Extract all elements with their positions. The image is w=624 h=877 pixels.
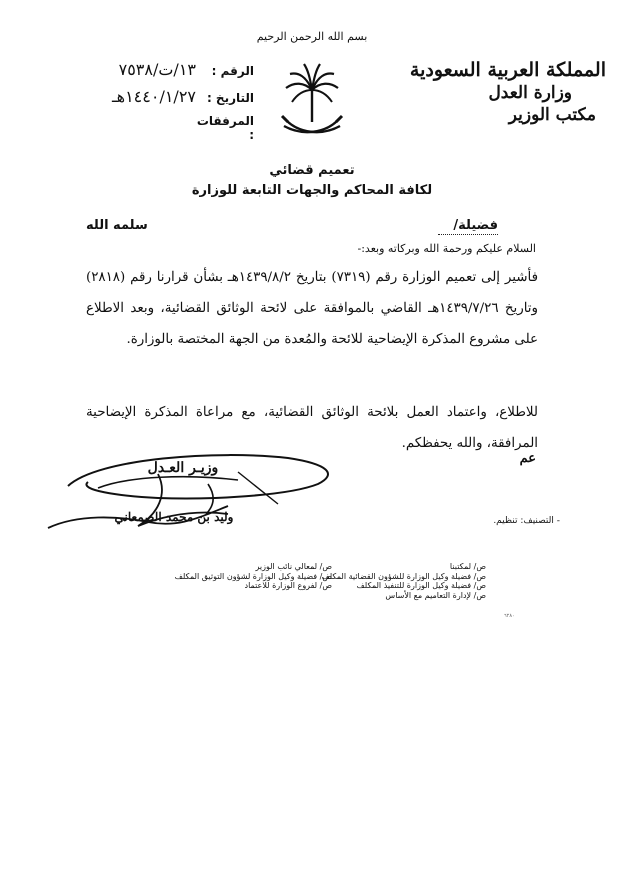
signatory-name: وليد بن محمد الصمعاني [114, 510, 234, 524]
handwritten-signature-icon [38, 444, 358, 544]
classification-note: - التصنيف: تنظيم. [493, 516, 560, 526]
page-code: ٦٢٨٠ [504, 613, 515, 619]
document-subtitle: لكافة المحاكم والجهات التابعة للوزارة [191, 183, 433, 198]
attachments-row [34, 114, 254, 141]
closing-honorific: سلمه الله [86, 218, 148, 233]
office-name: مكتب الوزير [508, 105, 596, 125]
reference-number-row [34, 60, 254, 87]
document-title: تعميم قضائي [269, 163, 355, 178]
reference-date-label: التاريخ : [206, 91, 254, 105]
attachments-label: المرفقات : [196, 114, 254, 142]
addressee-dotted-line [438, 234, 498, 235]
cc-item: ص/ لمكتبنا [449, 562, 486, 571]
reference-date-value: ١٤٤٠/١/٢٧هـ [111, 87, 196, 106]
reference-date-row [34, 87, 254, 114]
reference-number-value: ١٣/ت/٧٥٣٨ [118, 60, 196, 79]
cc-list-left [152, 562, 332, 591]
cc-item: ص/ لفروع الوزارة للاعتماد [244, 581, 332, 591]
cc-item: ص/ لإدارة التعاميم مع الأساس [385, 590, 486, 600]
ministry-letterhead [376, 58, 606, 126]
ministry-name: وزارة العدل [488, 83, 572, 103]
salutation: السلام عليكم ورحمة الله وبركاته وبعد:- [357, 242, 536, 255]
cc-item: ص/ فضيلة وكيل الوزارة للشؤون القضائية المكلف [321, 571, 486, 581]
kingdom-name: المملكة العربية السعودية [409, 59, 606, 81]
reference-block [34, 60, 254, 141]
cc-item: ص/ فضيلة وكيل الوزارة لشؤون التوثيق المكلف [174, 571, 332, 581]
body-paragraph-1: فأشير إلى تعميم الوزارة رقم (٧٣١٩) بتاريخ ١٤٣٩/٨/٢هـ بشأن قرارنا رقم (٢٨١٨) وتاريخ ١٤٣٩/٧/٢٦هـ القاضي بالموافقة على لائحة الوثائق القضائية، وبعد الاطلاع على مشروع المذكرة الإيضاحية للائحة والمُعدة من الجهة المختصة بالوزارة. [86, 270, 538, 347]
cc-item: ص/ لمعالي نائب الوزير [255, 562, 332, 571]
basmala: بسم الله الرحمن الرحيم [256, 30, 368, 43]
initials-mark: عم [519, 451, 536, 466]
cc-item: ص/ فضيلة وكيل الوزارة للتنفيذ المكلف [356, 581, 486, 591]
addressee: فضيلة/ [453, 218, 498, 233]
reference-number-label: الرقم : [211, 64, 254, 78]
signatory-title: وزيـر العـدل [147, 460, 219, 476]
body-paragraph-2: للاطلاع، واعتماد العمل بلائحة الوثائق القضائية، مع مراعاة المذكرة الإيضاحية المرافقة، والله يحفظكم. [86, 405, 538, 451]
saudi-emblem-icon [278, 60, 346, 146]
